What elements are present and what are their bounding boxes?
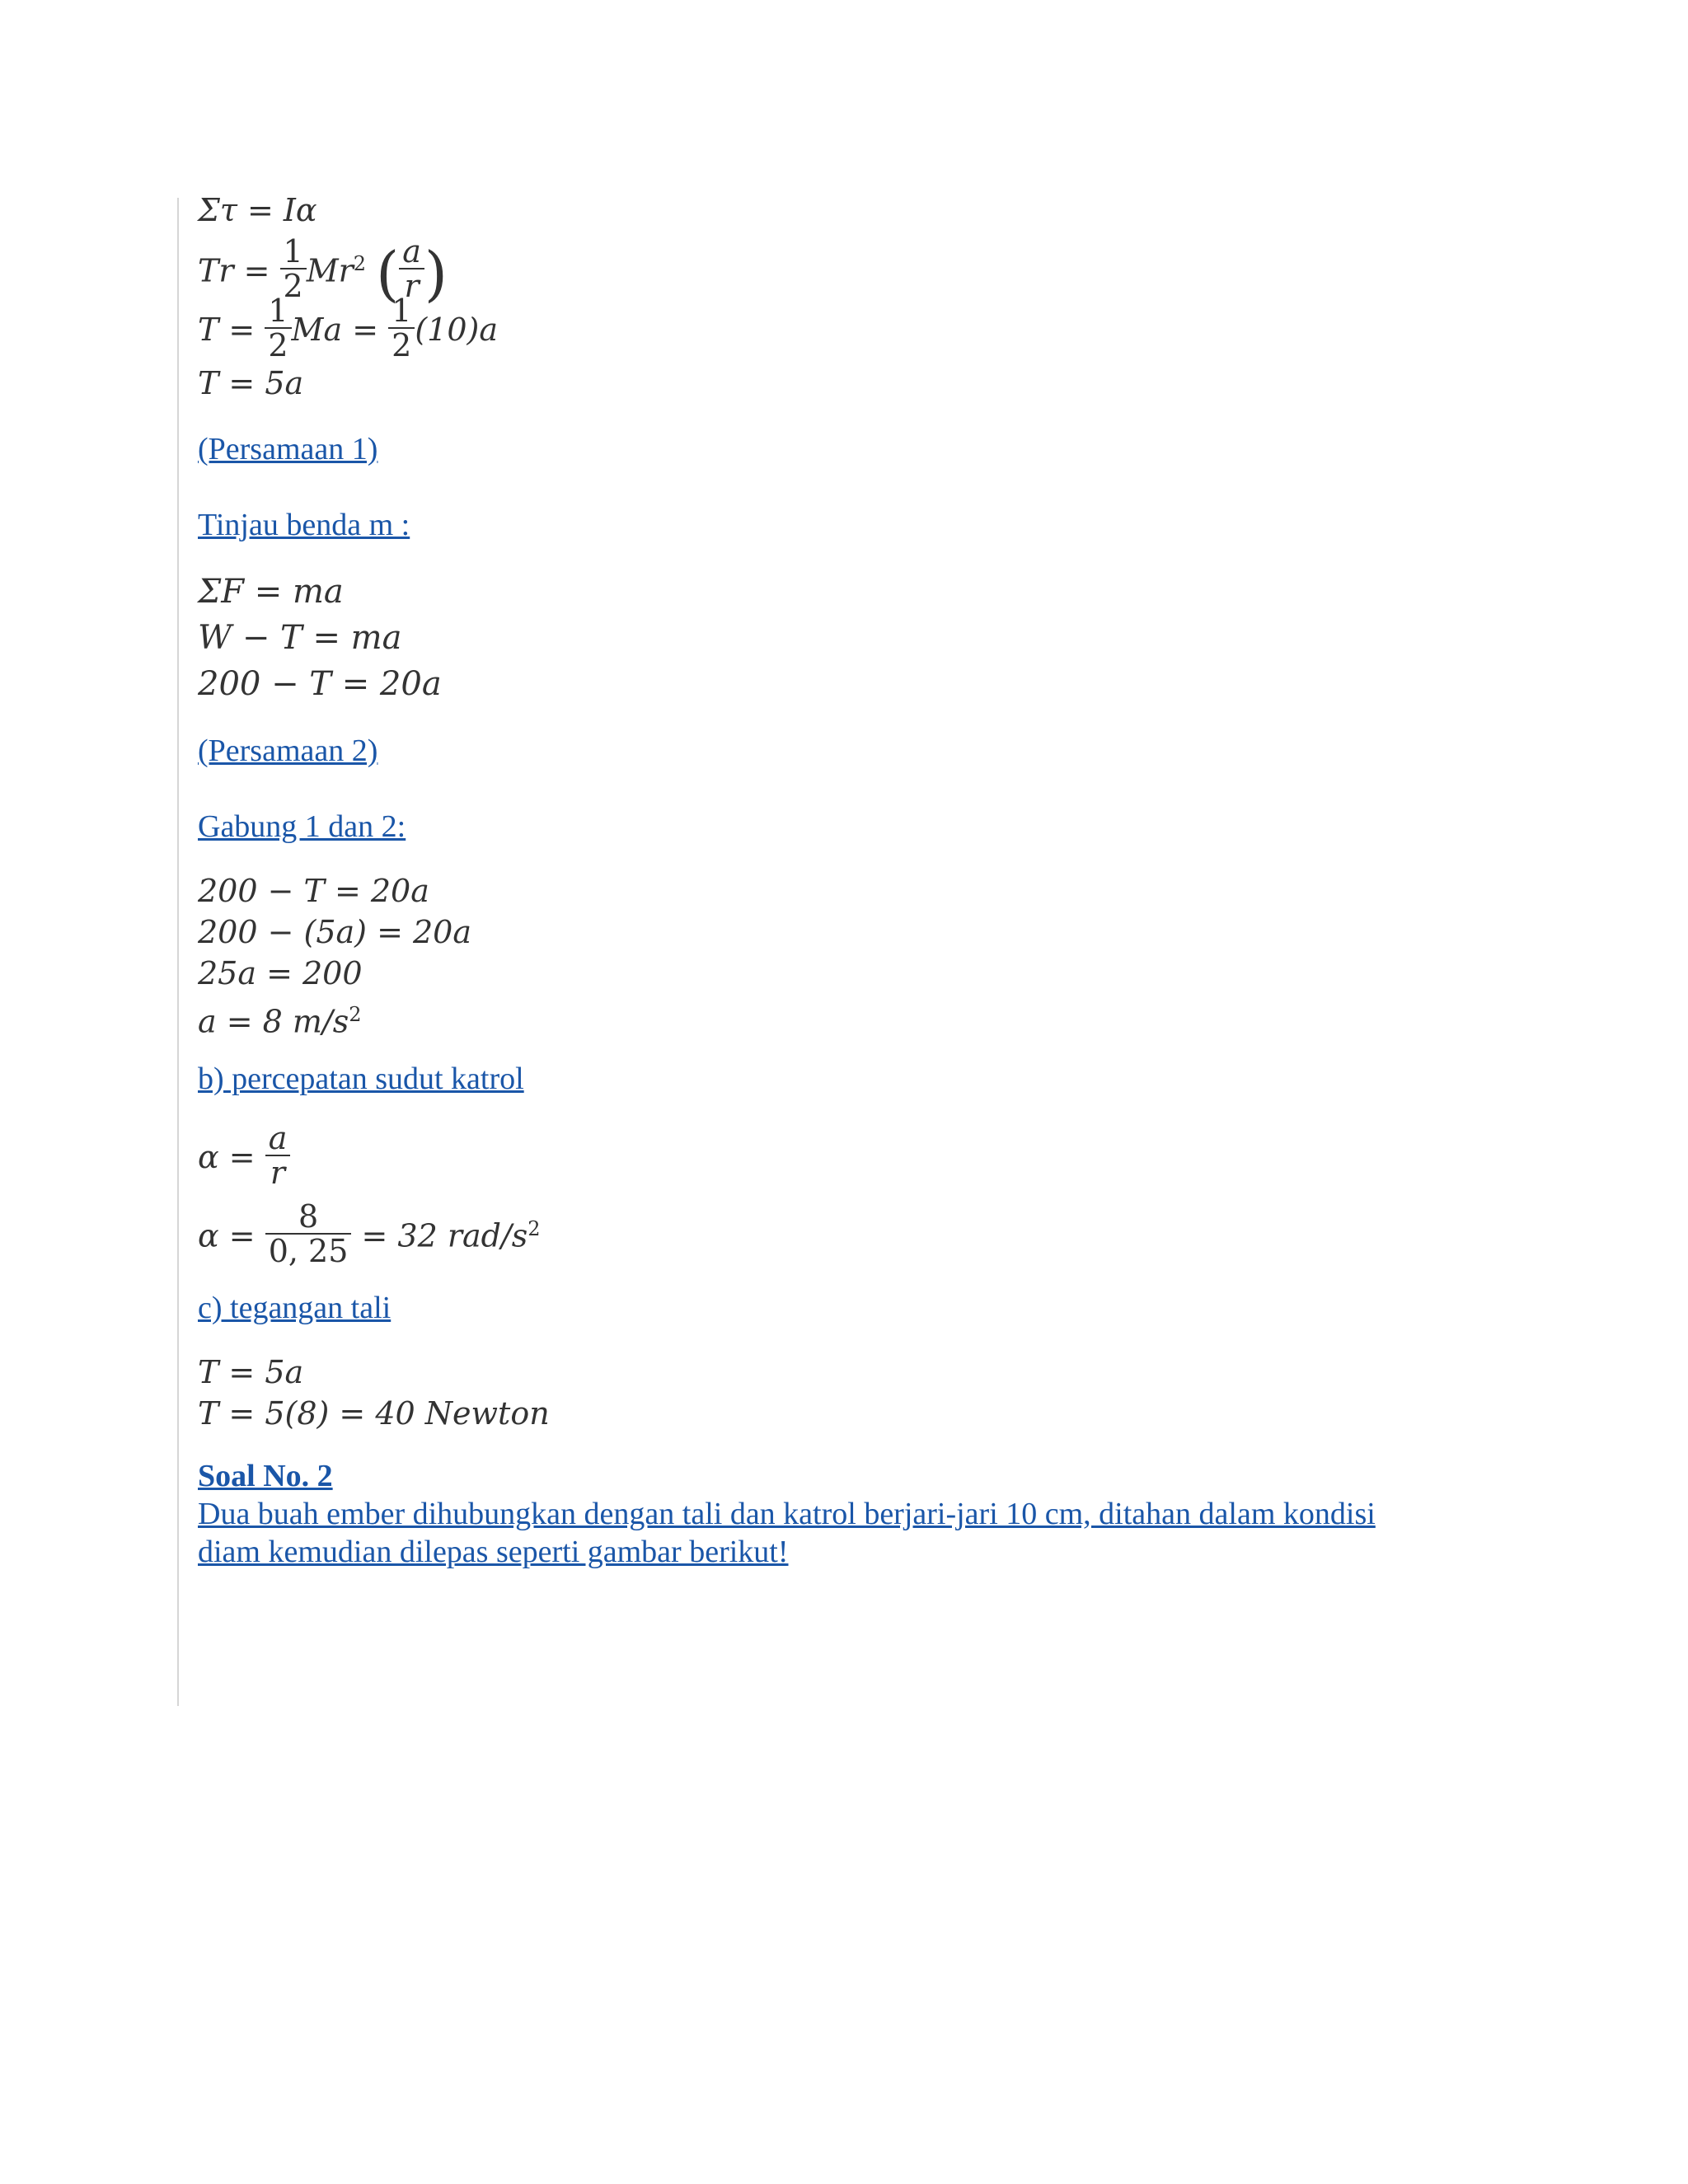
combined-equations	[198, 870, 1500, 1040]
equation-line	[198, 292, 1500, 363]
left-border-rule	[177, 198, 179, 1706]
equation-line	[198, 1119, 1500, 1192]
fraction-denominator: r	[270, 1154, 286, 1191]
equation-text: T = 5(8) = 40 Newton	[198, 1395, 550, 1432]
equation-text: Mr	[306, 252, 354, 289]
fraction-denominator: 0, 25	[268, 1233, 349, 1270]
exponent: 2	[528, 1217, 541, 1240]
persamaan-1-link[interactable]: (Persamaan 1)	[198, 432, 378, 466]
soal-2-title-link[interactable]: Soal No. 2	[198, 1459, 333, 1493]
force-equations	[198, 569, 1500, 707]
tinjau-benda-link[interactable]: Tinjau benda m :	[198, 508, 410, 542]
equation-text: = 32 rad/s	[361, 1217, 528, 1254]
equation-text: 200 − (5a) = 20a	[198, 914, 472, 950]
equation-text: ΣF = ma	[198, 573, 344, 611]
fraction-denominator: 2	[283, 268, 303, 305]
soal-2-text-line-2[interactable]: diam kemudian dilepas seperti gambar berikut!	[198, 1535, 789, 1569]
equation-line	[198, 912, 1500, 953]
alpha-equations	[198, 1119, 1500, 1270]
equation-line	[198, 190, 1500, 231]
equation-text: W − T = ma	[198, 619, 402, 657]
equation-text: α =	[198, 1139, 256, 1175]
torque-equations	[198, 190, 1500, 404]
fraction	[265, 1119, 291, 1191]
soal-2-text-line-1[interactable]: Dua buah ember dihubungkan dengan tali dan katrol berjari-jari 10 cm, ditahan dalam kondisi	[198, 1497, 1376, 1531]
equation-text: Ma =	[291, 312, 379, 348]
fraction	[388, 294, 415, 362]
equation-text: Tr =	[198, 252, 270, 289]
tension-equations	[198, 1352, 1500, 1434]
fraction-numerator: 1	[268, 292, 288, 329]
equation-line	[198, 569, 1500, 615]
fraction-numerator: 8	[298, 1198, 319, 1235]
content-column	[198, 185, 1500, 1571]
fraction-denominator: r	[404, 268, 420, 305]
fraction-denominator: 2	[268, 326, 288, 363]
equation-text: Στ = Iα	[198, 192, 317, 228]
equation-line	[198, 231, 1500, 309]
equation-text: a = 8 m/s	[198, 1003, 349, 1040]
part-c-link[interactable]: c) tegangan tali	[198, 1291, 392, 1325]
equation-text: T = 5a	[198, 1354, 304, 1390]
equation-text: T = 5a	[198, 365, 304, 401]
open-paren: (	[376, 239, 400, 309]
equation-text: α =	[198, 1217, 256, 1254]
equation-line	[198, 953, 1500, 994]
persamaan-2-link[interactable]: (Persamaan 2)	[198, 733, 378, 768]
equation-line	[198, 661, 1500, 707]
equation-text: 200 − T = 20a	[198, 665, 442, 703]
fraction	[265, 294, 291, 362]
equation-line	[198, 1393, 1500, 1434]
fraction-numerator: a	[268, 1119, 288, 1156]
fraction-numerator: 1	[283, 233, 303, 270]
equation-line	[198, 615, 1500, 661]
part-b-link[interactable]: b) percepatan sudut katrol	[198, 1062, 524, 1096]
fraction	[265, 1200, 352, 1268]
equation-line	[198, 1192, 1500, 1270]
equation-line	[198, 363, 1500, 404]
exponent: 2	[349, 1003, 362, 1026]
equation-text: (10)a	[415, 312, 498, 348]
fraction-denominator: 2	[392, 326, 412, 363]
fraction-numerator: 1	[392, 292, 412, 329]
equation-text: 200 − T = 20a	[198, 873, 429, 909]
equation-text: T =	[198, 312, 256, 348]
gabung-link[interactable]: Gabung 1 dan 2:	[198, 809, 406, 844]
equation-text: 25a = 200	[198, 955, 363, 991]
equation-line	[198, 994, 1500, 1040]
close-paren: )	[424, 239, 448, 309]
fraction-numerator: a	[402, 233, 421, 270]
equation-line	[198, 870, 1500, 912]
equation-line	[198, 1352, 1500, 1393]
exponent: 2	[353, 252, 367, 275]
